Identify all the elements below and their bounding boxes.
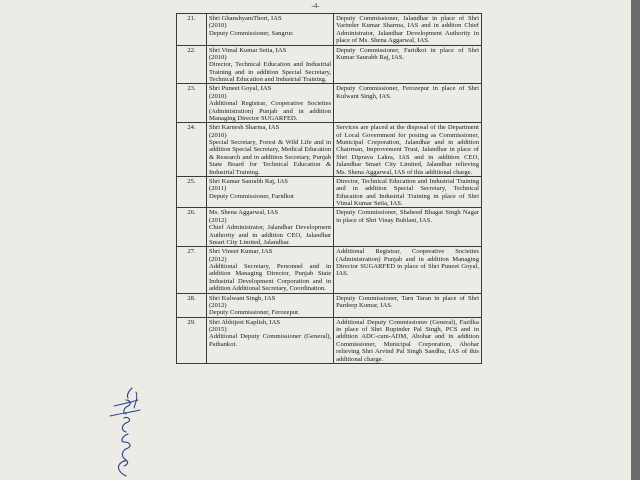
table-row xyxy=(177,247,482,293)
table-row xyxy=(177,208,482,247)
new-posting-cell: Deputy Commissioner, Ferozepur in place of Shri Kulwant Singh, IAS. xyxy=(334,84,482,123)
officer-batch: (2012) xyxy=(208,216,227,224)
page-number: -4- xyxy=(311,2,320,10)
table-row xyxy=(177,14,482,46)
officer-current-post: Director, Technical Education and Industrial Training and in addition Special Secretary, Technical Education and Industrial Training. xyxy=(208,61,332,83)
officer-cell xyxy=(206,176,333,208)
officer-cell xyxy=(206,208,333,247)
officer-name: Shri Vimal Kumar Setia, IAS xyxy=(208,46,287,54)
table-row xyxy=(177,176,482,208)
new-posting-cell: Director, Technical Education and Industrial Training and in addition Special Secretary, Technical Education and Industrial Training in place of Shri Vimal Kumar Setia, IAS. xyxy=(334,176,482,208)
officer-cell xyxy=(206,84,333,123)
new-posting-cell: Deputy Commissioner, Jalandhar in place of Shri Varinder Kumar Sharma, IAS and in additon Chief Administrator, Jalandhar Development Authority in place of Ms. Shena Aggarwal, IAS. xyxy=(334,14,482,46)
officer-current-post: Additional Registrar, Cooperative Societies (Administration) Punjab and in addition Managing Director SUGARFED. xyxy=(208,100,332,122)
serial-number: 23. xyxy=(177,84,207,123)
officer-name: Shri GhanshyamThori, IAS xyxy=(208,15,282,22)
table-row xyxy=(177,317,482,363)
table-row xyxy=(177,293,482,317)
officer-name: Shri Vineet Kumar, IAS xyxy=(208,248,273,256)
serial-number: 29. xyxy=(177,317,207,363)
officer-name: Shri Kulwant Singh, IAS xyxy=(208,294,276,302)
table-row xyxy=(177,123,482,177)
serial-number: 21. xyxy=(177,14,207,46)
table-row xyxy=(177,84,482,123)
new-posting-cell: Deputy Commissioner, Tarn Taran in place of Shri Pardeep Kumar, IAS. xyxy=(334,293,482,317)
serial-number: 22. xyxy=(177,45,207,84)
new-posting-cell: Additional Registrar, Cooperative Societies (Administration) Punjab and in addition Managing Director SUGARFED in place of Shri Puneet Goyal, IAS. xyxy=(334,247,482,293)
officer-name: Ms. Shena Aggarwal, IAS xyxy=(208,209,279,217)
officer-cell xyxy=(206,317,333,363)
officer-batch: (2010) xyxy=(208,92,227,100)
officer-current-post: Deputy Commissioner, Sangrur. xyxy=(208,29,294,37)
officer-current-post: Special Secretary, Forest & Wild Life and in addition Special Secretary, Medical Education & Research and in addition Secretary, Punjab State Board for Technical Education & Industrial Training. xyxy=(208,139,332,176)
officer-current-post: Chief Administrator, Jalandhar Development Authority and in addition CEO, Jalandhar Smart City Limited, Jalandhar. xyxy=(208,224,332,246)
officer-batch: (2015) xyxy=(208,326,227,333)
new-posting-cell: Services are placed at the disposal of the Department of Local Government for posting as Commissioner, Municipal Corporation, Jalandhar and in addition Chairman, Improvement Trust, Jalandhar in place of Shri Diprava Lakra, IAS and in addition CEO, Jalandhar Smart City Limited, Jalandhar relieving Ms. Shena Aggarwal, IAS of this additional charge. xyxy=(334,123,482,177)
officer-batch: (2010) xyxy=(208,53,227,61)
officer-name: Shri Karnesh Sharma, IAS xyxy=(208,124,280,132)
officer-batch: (2011) xyxy=(208,185,227,193)
officer-name: Shri Kumar Saurabh Raj, IAS xyxy=(208,177,288,185)
new-posting-cell: Additional Deputy Commissioner (General), Fazilka in place of Shri Rupinder Pal Singh, PCS and in addition ADC-cum-ADM, Abohar and in addition Commissioner, Municipal Corporation, Abohar relieving Shri Arvind Pal Singh Sandhu, IAS of this additional charge. xyxy=(334,317,482,363)
officer-batch: (2010) xyxy=(208,22,227,30)
officer-batch: (2012) xyxy=(208,301,227,309)
officer-cell xyxy=(206,123,333,177)
new-posting-cell: Deputy Commissioner, Shaheed Bhagat Singh Nagar in place of Shri Vinay Bublani, IAS. xyxy=(334,208,482,247)
officer-cell xyxy=(206,14,333,46)
officer-cell xyxy=(206,293,333,317)
officer-current-post: Deputy Commissioner, Faridkot xyxy=(208,192,294,200)
officer-batch: (2012) xyxy=(208,255,227,263)
officer-cell xyxy=(206,45,333,84)
table-row xyxy=(177,45,482,84)
handwritten-signature xyxy=(96,386,156,478)
serial-number: 27. xyxy=(177,247,207,293)
officer-name: Shri Abhijeet Kaplish, IAS xyxy=(208,318,281,326)
serial-number: 24. xyxy=(177,123,207,177)
officer-current-post: Additional Deputy Commissioner (General), Pathankot. xyxy=(208,333,332,348)
serial-number: 28. xyxy=(177,293,207,317)
officer-current-post: Additional Secretary, Personnel and in addition Managing Director, Punjab State Industrial Development Corporation and in addition Additional Secretary, Coordination. xyxy=(208,263,332,293)
serial-number: 25. xyxy=(177,176,207,208)
posting-orders-table xyxy=(176,13,482,364)
officer-cell xyxy=(206,247,333,293)
officer-current-post: Deputy Commissioner, Ferozepur. xyxy=(208,309,300,317)
officer-batch: (2010) xyxy=(208,131,227,139)
officer-name: Shri Puneet Goyal, IAS xyxy=(208,85,272,93)
new-posting-cell: Deputy Commissioner, Faridkot in place of Shri Kumar Saurabh Raj, IAS. xyxy=(334,45,482,84)
serial-number: 26. xyxy=(177,208,207,247)
